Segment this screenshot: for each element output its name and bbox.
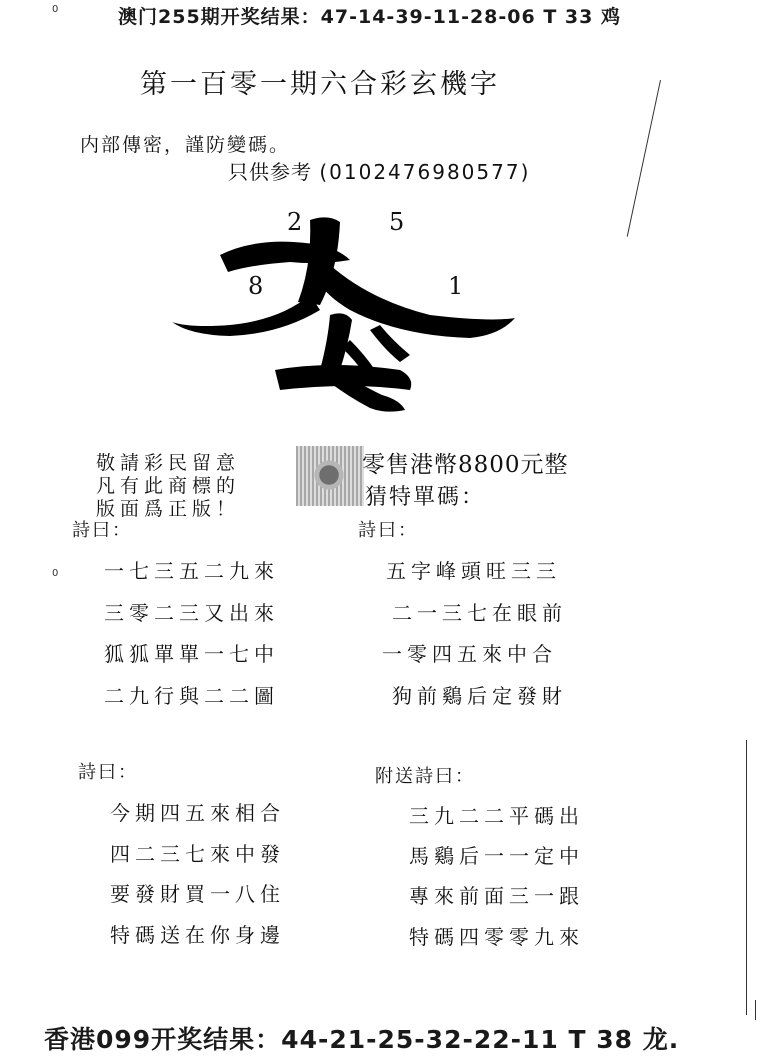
logo-number-right: 1 xyxy=(448,272,464,300)
reference-number: (0102476980577) xyxy=(319,160,531,184)
poem-heading-right-bottom: 附送詩曰： xyxy=(375,766,475,787)
warning-line-2: 凡有此商標的 xyxy=(96,475,241,497)
poem-heading-right-top: 詩曰： xyxy=(358,520,418,541)
retail-price: 零售港幣8800元整 xyxy=(362,452,569,478)
poem-line: 四二三七來中發 xyxy=(110,842,285,866)
guess-special-number: 猜特單碼： xyxy=(365,485,486,510)
poem-line: 二九行與二二圖 xyxy=(104,684,279,708)
logo-number-left: 8 xyxy=(248,272,264,300)
poem-line: 五字峰頭旺三三 xyxy=(386,559,561,583)
poem-line: 今期四五來相合 xyxy=(110,801,285,825)
macau-result-banner: 澳门255期开奖结果：47-14-39-11-28-06 T 33 鸡 xyxy=(118,6,621,28)
document-title: 第一百零一期六合彩玄機字 xyxy=(140,69,500,100)
poem-line: 三零二三又出來 xyxy=(104,601,279,625)
poem-line: 狗前鷄后定發財 xyxy=(392,684,567,708)
warning-line-3: 版面爲正版！ xyxy=(96,498,241,520)
scan-line xyxy=(627,80,661,237)
poem-heading-left-bottom: 詩曰： xyxy=(78,762,138,783)
logo-number-top-left: 2 xyxy=(287,208,303,236)
scan-border-right xyxy=(746,740,747,1015)
poem-line: 二一三七在眼前 xyxy=(392,601,567,625)
poem-line: 狐狐單單一七中 xyxy=(104,642,279,666)
poem-line: 要發財買一八住 xyxy=(110,882,285,906)
confidential-notice: 内部傳密，謹防變碼。 xyxy=(80,134,291,156)
dragon-character-logo xyxy=(170,210,520,420)
scan-border-corner xyxy=(755,1000,756,1020)
logo-number-top-right: 5 xyxy=(389,208,405,236)
page-mark-top: 0 xyxy=(52,4,59,15)
reference-line xyxy=(228,156,530,185)
poem-line: 一零四五來中合 xyxy=(382,642,557,666)
warning-line-1: 敬請彩民留意 xyxy=(96,452,241,474)
poem-line: 一七三五二九來 xyxy=(104,559,279,583)
poem-line: 三九二二平碼出 xyxy=(409,804,584,828)
hongkong-result-banner: 香港099开奖结果：44-21-25-32-22-11 T 38 龙. xyxy=(44,1025,680,1054)
poem-line: 特碼四零零九來 xyxy=(409,925,584,949)
reference-label: 只供参考 xyxy=(228,160,312,184)
page-mark-middle: 0 xyxy=(52,568,59,579)
poem-line: 馬鷄后一一定中 xyxy=(409,844,584,868)
poem-heading-left-top: 詩曰： xyxy=(72,520,132,541)
authenticity-stamp xyxy=(296,446,364,506)
poem-line: 特碼送在你身邊 xyxy=(110,923,285,947)
poem-line: 專來前面三一跟 xyxy=(409,884,584,908)
